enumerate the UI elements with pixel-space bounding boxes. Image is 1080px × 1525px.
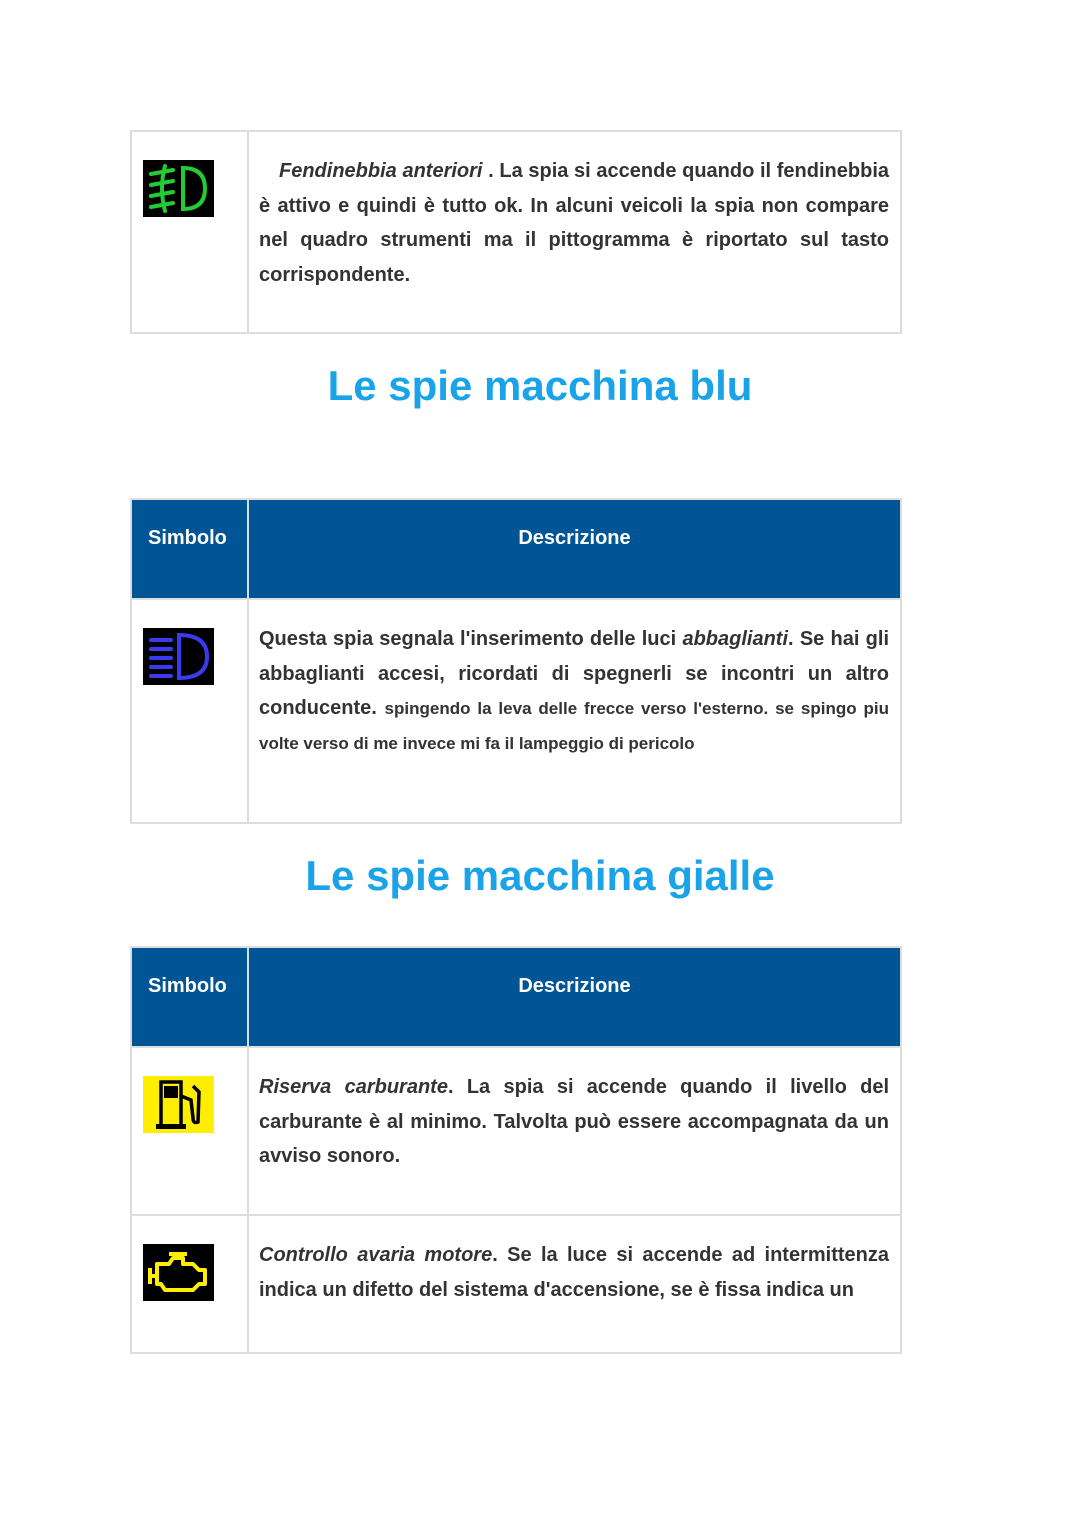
symbol-header [132,948,249,1046]
description-header [249,500,900,598]
engine-check-icon [143,1244,214,1301]
description-header-label: Descrizione [518,527,631,549]
symbol-header-label: Simbolo [148,975,227,997]
table-row [132,1046,900,1214]
description-cell [249,132,900,332]
symbol-cell [132,1048,249,1214]
table-row [132,132,900,332]
yellow-lights-table [130,946,902,1354]
blue-lights-heading: Le spie macchina blu [327,362,753,409]
description-cell [249,1048,900,1214]
fog-light-table [130,130,902,334]
fog-light-text: . La spia si accende quando il fendinebbia è attivo e quindi è tutto ok. In alcuni veicoli la spia non compare nel quadro strumenti ma il pittogramma è riportato sul tasto corrispondente. [259,160,889,286]
description-header-label: Descrizione [518,975,631,997]
blue-lights-table [130,498,902,824]
table-row [132,598,900,822]
high-beam-text-c: . Se hai gli abbaglianti accesi, ricordati di spegnerli se incontri un altro conducente. [259,628,889,719]
description-cell [249,600,900,822]
table-header-row [132,948,900,1046]
fuel-pump-icon [143,1076,214,1133]
table-row [132,1214,900,1352]
description-cell [249,1216,900,1352]
symbol-cell [132,1216,249,1352]
engine-text: . Se la luce si accende ad intermittenza indica un difetto del sistema d'accensione, se è fissa indica un [259,1244,889,1301]
symbol-cell [132,600,249,822]
front-fog-light-icon [143,160,214,217]
symbol-cell [132,132,249,332]
yellow-lights-heading: Le spie macchina gialle [305,852,775,899]
fuel-title: Riserva carburante [259,1076,448,1098]
fuel-text: . La spia si accende quando il livello del carburante è al minimo. Talvolta può essere accompagnata da un avviso sonoro. [259,1076,890,1167]
table-header-row [132,500,900,598]
engine-title: Controllo avaria motore [259,1244,493,1266]
high-beam-text-a: Questa spia segnala l'inserimento delle luci [259,628,683,650]
description-header [249,948,900,1046]
symbol-header [132,500,249,598]
high-beam-note: spingendo la leva delle frecce verso l'esterno. se spingo piu volte verso di me invece mi fa il lampeggio di pericolo [259,699,889,753]
fog-light-title: Fendinebbia anteriori [279,160,483,182]
symbol-header-label: Simbolo [148,527,227,549]
high-beam-icon [143,628,214,685]
high-beam-text-b: abbaglianti [682,628,789,650]
